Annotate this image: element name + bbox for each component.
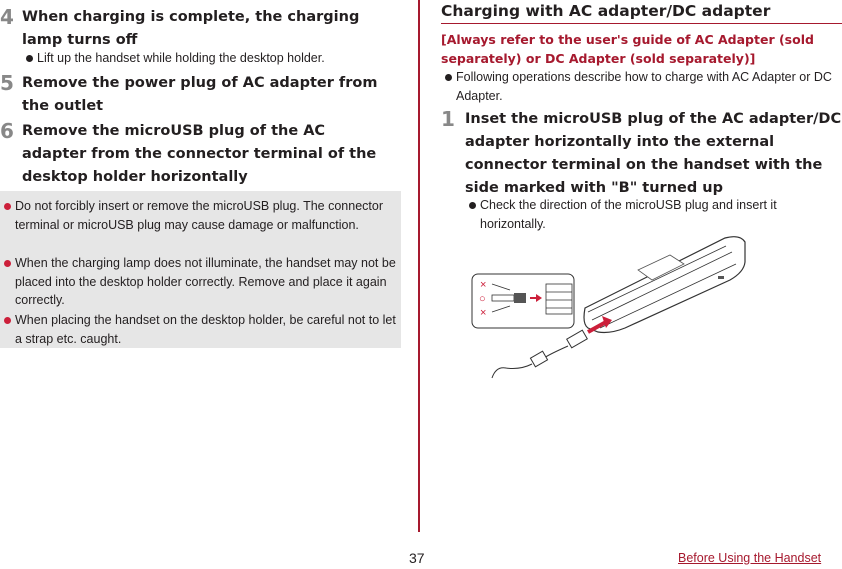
left-column	[0, 0, 402, 530]
step-title: Inset the microUSB plug of the AC adapter/DC adapter horizontally into the external connector terminal on the handset with the side marked with "B" turned up	[465, 111, 842, 196]
page-number: 37	[409, 550, 425, 566]
caution-text: Do not forcibly insert or remove the microUSB plug. The connector terminal or microUSB plug may cause damage or malfunction.	[15, 199, 383, 232]
bullet-text: Check the direction of the microUSB plug and insert it horizontally.	[480, 198, 777, 231]
caution-box	[0, 191, 401, 348]
step-4-bullet	[22, 49, 415, 68]
caution-item	[0, 197, 398, 234]
svg-text:○: ○	[479, 293, 486, 305]
step-1	[441, 108, 842, 200]
column-divider	[418, 0, 420, 532]
bullet-text: Lift up the handset while holding the desktop holder.	[37, 51, 325, 65]
step-number: 1	[441, 107, 455, 131]
step-title: Remove the power plug of AC adapter from the outlet	[22, 75, 378, 114]
section-title: Charging with AC adapter/DC adapter	[441, 0, 842, 24]
bullet-dot-icon	[445, 74, 452, 81]
caution-text: When placing the handset on the desktop holder, be careful not to let a strap etc. caught.	[15, 313, 396, 346]
bullet-dot-icon	[4, 260, 11, 267]
step-5	[0, 72, 400, 118]
bullet-dot-icon	[4, 203, 11, 210]
reference-note: [Always refer to the user's guide of AC Adapter (sold separately) or DC Adapter (sold separately)]	[441, 32, 814, 66]
bullet-dot-icon	[469, 202, 476, 209]
step-title: Remove the microUSB plug of the AC adapter from the connector terminal of the desktop holder horizontally	[22, 123, 377, 185]
step-number: 5	[0, 71, 14, 95]
section-link[interactable]: Before Using the Handset	[678, 551, 822, 565]
bullet-dot-icon	[4, 317, 11, 324]
svg-text:×: ×	[480, 307, 487, 319]
connector-orientation-inset	[472, 274, 574, 328]
intro-bullet	[441, 68, 840, 105]
svg-text:×: ×	[480, 279, 487, 291]
bullet-dot-icon	[26, 55, 33, 62]
handset-icon	[584, 237, 745, 333]
bullet-text: Following operations describe how to charge with AC Adapter or DC Adapter.	[456, 70, 832, 103]
caution-text: When the charging lamp does not illuminate, the handset may not be placed into the desktop holder correctly. Remove and place it again correctly.	[15, 256, 396, 307]
step-title: When charging is complete, the charging lamp turns off	[22, 9, 360, 48]
step-6	[0, 120, 394, 189]
step-number: 6	[0, 119, 14, 143]
step-4	[0, 6, 400, 52]
microusb-plug-icon	[492, 330, 587, 378]
caution-item	[0, 254, 398, 310]
handset-charging-illustration	[470, 228, 780, 388]
caution-item	[0, 311, 398, 348]
step-number: 4	[0, 5, 14, 29]
